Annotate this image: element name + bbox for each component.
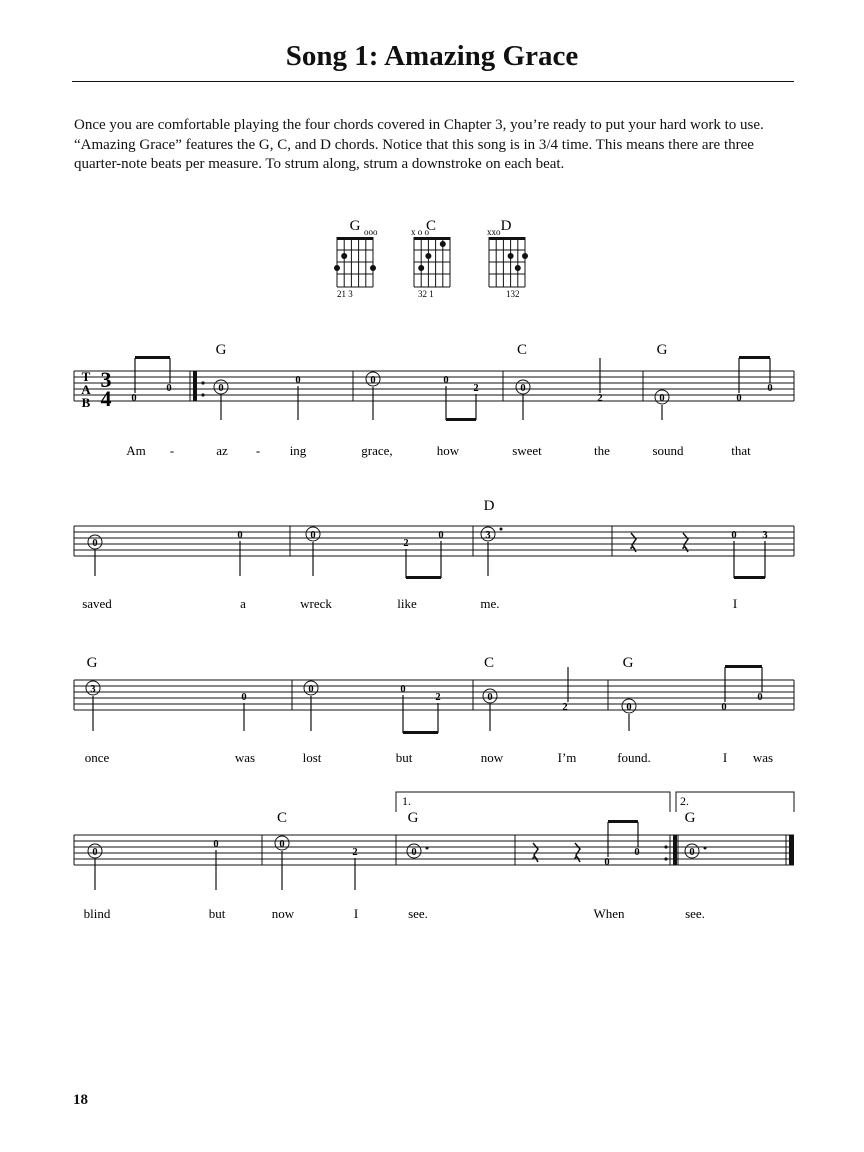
intro-paragraph: Once you are comfortable playing the four chords covered in Chapter 3, you’re ready to put your hard work to use. “Amazing Grace” features the G, C, and D chords. Notice that this song is in 3/4 time. This means there are three quarter-note beats per measure. To strum along, strum a downstroke on each beat. — [74, 117, 764, 172]
lyric-word: the — [594, 443, 610, 458]
fret-number: 0 — [411, 847, 417, 858]
tab-clef-letter: B — [81, 395, 91, 410]
second-ending-label: 2. — [680, 794, 689, 808]
fret-number: 0 — [131, 393, 137, 404]
fret-number: 0 — [237, 530, 243, 541]
fret-number: 0 — [520, 383, 526, 394]
fret-number: 0 — [308, 684, 314, 695]
tab-system-2 — [74, 498, 794, 611]
fret-number: 0 — [757, 692, 763, 703]
fret-number: 0 — [689, 847, 695, 858]
lyric-word: I’m — [557, 750, 577, 765]
fret-number: 0 — [634, 847, 640, 858]
tab-clef-letter: T — [81, 369, 91, 384]
fret-number: 0 — [736, 393, 742, 404]
time-signature-bottom: 4 — [100, 386, 112, 411]
page-title: Song 1: Amazing Grace — [285, 40, 579, 72]
quarter-rest — [631, 533, 688, 552]
chord-diagram-name: C — [425, 218, 437, 234]
fret-number: 0 — [92, 538, 98, 549]
fret-number: 3 — [485, 530, 491, 541]
fret-number: 0 — [370, 375, 376, 386]
lyric-word: see. — [408, 906, 428, 921]
lyric-word: a — [240, 596, 246, 611]
lyric-word: but — [208, 906, 226, 921]
lyric-word: Am — [126, 443, 146, 458]
fret-number: 0 — [721, 702, 727, 713]
tab-system-4 — [74, 792, 794, 921]
fret-number: 2 — [352, 847, 358, 858]
lyric-word: sound — [652, 443, 684, 458]
fret-number: 0 — [92, 847, 98, 858]
fret-number: 0 — [310, 530, 316, 541]
fret-number: 0 — [241, 692, 247, 703]
fret-number: 2 — [562, 702, 568, 713]
chord-fingering: 32 1 — [418, 289, 434, 299]
lyric-word: I — [353, 906, 359, 921]
lyric-word: now — [271, 906, 295, 921]
lyric-word: was — [234, 750, 256, 765]
lyric-word: - — [169, 443, 175, 458]
lyric-word: I — [732, 596, 738, 611]
fret-number: 0 — [659, 393, 665, 404]
tab-system-1 — [74, 342, 794, 458]
lyric-word: once — [84, 750, 110, 765]
fret-number: 2 — [435, 692, 441, 703]
fret-number: 0 — [626, 702, 632, 713]
chord-diagram-name: D — [500, 218, 512, 234]
fret-number: 3 — [90, 684, 96, 695]
lyric-word: how — [436, 443, 460, 458]
chord-top-marks: xxo — [487, 227, 501, 237]
chord-top-marks: x o o — [411, 227, 429, 237]
lyric-word: ing — [289, 443, 307, 458]
lyric-word: like — [397, 596, 417, 611]
chord-symbol: C — [276, 810, 288, 826]
fret-number: 0 — [166, 383, 172, 394]
lyric-word: az — [216, 443, 228, 458]
fret-number: 0 — [438, 530, 444, 541]
chord-fingering: 21 3 — [337, 289, 353, 299]
chord-diagram-g — [334, 218, 378, 299]
lyric-word: but — [395, 750, 413, 765]
lyric-word: - — [255, 443, 261, 458]
fret-number: 0 — [767, 383, 773, 394]
fret-number: 0 — [487, 692, 493, 703]
lyric-word: sweet — [512, 443, 542, 458]
chord-symbol: G — [684, 810, 696, 826]
fret-number: 2 — [597, 393, 603, 404]
chord-symbol: G — [407, 810, 419, 826]
lyric-word: When — [593, 906, 625, 921]
chord-symbol: C — [516, 342, 528, 358]
chord-symbol: G — [622, 655, 634, 671]
lyric-word: found. — [617, 750, 651, 765]
time-signature-top: 3 — [100, 367, 112, 392]
lyric-word: lost — [302, 750, 322, 765]
lyric-word: now — [480, 750, 504, 765]
lyric-word: I — [722, 750, 728, 765]
fret-number: 0 — [731, 530, 737, 541]
chord-diagram-c — [411, 218, 450, 299]
tab-system-3 — [74, 655, 794, 765]
chord-symbol: D — [483, 498, 495, 514]
chord-diagram-d — [487, 218, 528, 299]
first-ending-label: 1. — [402, 794, 411, 808]
chord-fingering: 132 — [506, 289, 520, 299]
lyric-word: that — [731, 443, 751, 458]
chord-symbol: G — [656, 342, 668, 358]
page-number: 18 — [73, 1092, 88, 1108]
chord-top-marks: ooo — [364, 227, 378, 237]
lyric-word: grace, — [361, 443, 393, 458]
lyric-word: saved — [82, 596, 112, 611]
fret-number: 3 — [762, 530, 768, 541]
lyric-word: blind — [83, 906, 111, 921]
fret-number: 2 — [403, 538, 409, 549]
fret-number: 2 — [473, 383, 479, 394]
chord-diagram-name: G — [349, 218, 361, 234]
lyric-word: see. — [685, 906, 705, 921]
lyric-word: was — [752, 750, 774, 765]
fret-number: 0 — [295, 375, 301, 386]
chord-symbol: G — [215, 342, 227, 358]
chord-symbol: C — [483, 655, 495, 671]
fret-number: 0 — [400, 684, 406, 695]
fret-number: 0 — [213, 839, 219, 850]
lyric-word: me. — [480, 596, 500, 611]
fret-number: 0 — [218, 383, 224, 394]
lyric-word: wreck — [300, 596, 332, 611]
chord-symbol: G — [86, 655, 98, 671]
fret-number: 0 — [443, 375, 449, 386]
fret-number: 0 — [279, 839, 285, 850]
fret-number: 0 — [604, 857, 610, 868]
tab-clef-letter: A — [81, 382, 91, 397]
